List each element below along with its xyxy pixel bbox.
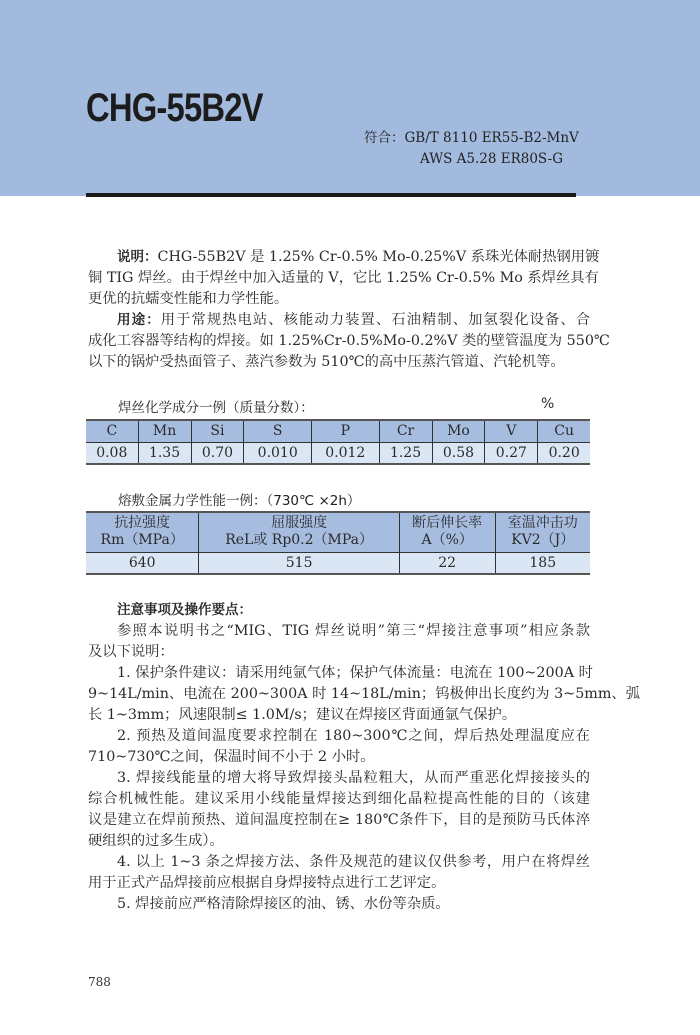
property-unit: ReL或 Rp0.2（MPa） [225,532,374,549]
text-line: 710~730℃之间，保温时间不小于 2 小时。 [88,749,375,765]
property-unit: Rm（MPa） [100,532,184,549]
property-header [399,512,495,552]
text-line: 铜 TIG 焊丝。由于焊丝中加入适量的 V，它比 1.25% Cr-0.5% Mo 系焊丝具有 [88,270,599,286]
text-line: 成化工容器等结构的焊接。如 1.25%Cr-0.5%Mo-0.2%V 类的壁管温度为 550℃ [88,333,610,349]
text-line: 硬组织的过多生成）。 [88,833,224,849]
text-line: 更优的抗蠕变性能和力学性能。 [88,291,289,307]
element-value: 1.25 [379,442,432,464]
property-name: 室温冲击功 [507,515,578,532]
element-value: 0.08 [86,442,138,464]
text-line: 2. 预热及道间温度要求控制在 180~300℃之间，焊后热处理温度应在 [117,728,590,744]
text-line: 5. 焊接前应严格清除焊接区的油、锈、水份等杂质。 [117,896,450,912]
element-value: 0.20 [538,442,590,464]
element-value: 0.27 [485,442,538,464]
element-value: 0.70 [191,442,244,464]
text-line: 以下的锅炉受热面管子、蒸汽参数为 510℃的高中压蒸汽管道、汽轮机等。 [88,354,565,370]
standard-aws: AWS A5.28 ER80S-G [420,151,564,167]
element-header: Cr [379,420,432,442]
text-line: 长 1~3mm；风速限制≤ 1.0M/s；建议在焊接区背面通氩气保护。 [88,707,517,723]
element-header: S [244,420,312,442]
property-name: 断后伸长率 [412,515,483,532]
text-line: 用于正式产品焊接前应根据自身焊接特点进行工艺评定。 [88,875,446,891]
element-header: P [312,420,380,442]
mech-table-caption: 熔敷金属力学性能一例：（730℃ ×2h） [118,493,361,509]
table-row [86,442,590,464]
table-header-row [86,420,590,442]
element-header: Mn [138,420,191,442]
property-value: 515 [199,552,399,574]
chem-table-unit: % [541,396,555,412]
property-name: 屈服强度 [271,515,328,532]
text-line: 3. 焊接线能量的增大将导致焊接头晶粒粗大，从而严重恶化焊接接头的 [117,770,590,786]
element-value: 0.010 [244,442,312,464]
property-header [495,512,590,552]
conformity-standards [364,128,579,170]
text-line: 1. 保护条件建议：请采用纯氩气体；保护气体流量：电流在 100~200A 时 [117,665,593,681]
usage-label: 用途： [117,312,161,328]
chemical-composition-table [86,419,590,465]
header-divider [86,193,576,197]
element-header: V [485,420,538,442]
conform-label: 符合： [364,130,405,146]
table-row [86,552,590,574]
property-value: 640 [86,552,199,574]
element-header: Mo [432,420,485,442]
heat-treatment-condition: （730℃ ×2h） [266,493,361,509]
element-header: Si [191,420,244,442]
property-value: 22 [399,552,495,574]
property-unit: A（%） [421,532,473,549]
description-paragraph [88,247,610,373]
element-header: C [86,420,138,442]
standard-gb: GB/T 8110 ER55-B2-MnV [404,130,579,146]
text-line: 综合机械性能。建议采用小线能量焊接达到细化晶粒提高性能的目的（该建 [88,791,590,807]
product-title: CHG-55B2V [86,86,263,130]
page-number: 788 [88,975,111,989]
mechanical-properties-table [86,511,590,575]
text-line: 及以下说明： [88,644,174,660]
property-header [199,512,399,552]
notes-section [88,600,641,915]
text-line: 9~14L/min、电流在 200~300A 时 14~18L/min；钨极伸出长度约为 3~5mm、弧 [88,686,641,702]
property-unit: KV2（J） [511,532,575,549]
element-value: 0.58 [432,442,485,464]
property-value: 185 [495,552,590,574]
chem-table-caption: 焊丝化学成分一例（质量分数）： [118,400,314,416]
element-header: Cu [538,420,590,442]
element-value: 1.35 [138,442,191,464]
text-line: 4. 以上 1~3 条之焊接方法、条件及规范的建议仅供参考，用户在将焊丝 [117,854,590,870]
property-name: 抗拉强度 [114,515,171,532]
element-value: 0.012 [312,442,380,464]
description-label: 说明： [117,249,158,265]
property-header [86,512,199,552]
text-line: 说明：CHG-55B2V 是 1.25% Cr-0.5% Mo-0.25%V 系珠光体耐热钢用镀 [117,249,600,265]
text-line: 议是建立在焊前预热、道间温度控制在≥ 180℃条件下，目的是预防马氏体淬 [88,812,590,828]
text-line: 参照本说明书之“MIG、TIG 焊丝说明”第三“焊接注意事项”相应条款 [117,623,590,639]
notes-heading: 注意事项及操作要点： [117,602,252,618]
text-line: 用途：用于常规热电站、核能动力装置、石油精制、加氢裂化设备、合 [117,312,590,328]
table-header-row [86,512,590,552]
